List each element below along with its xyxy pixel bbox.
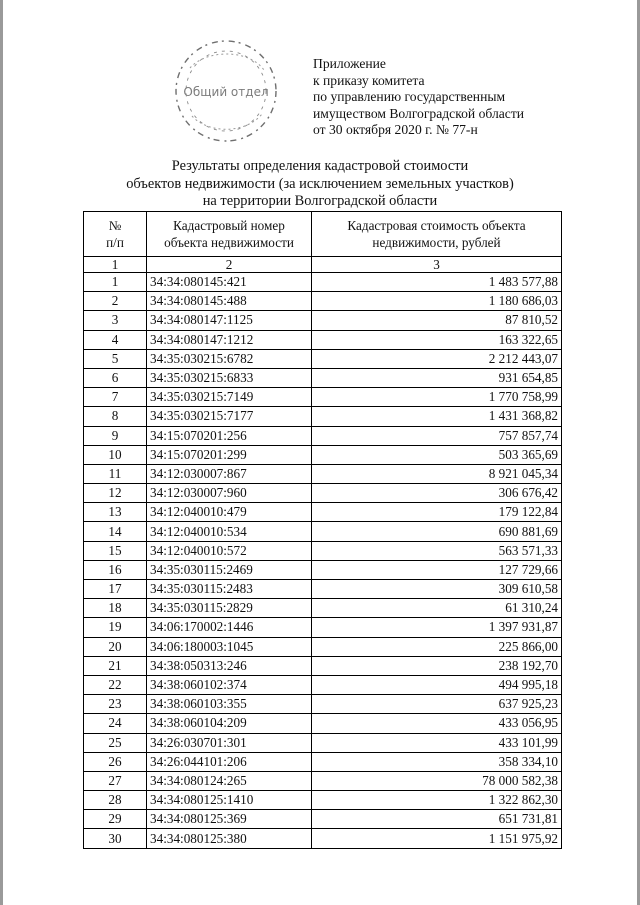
title-line: на территории Волгоградской области	[202, 193, 438, 210]
table-row	[84, 503, 562, 522]
appendix-line: к приказу комитета	[313, 72, 425, 88]
header-value-line1: Кадастровая стоимость объекта	[347, 218, 526, 233]
cadastral-value: 1 397 931,87	[312, 618, 562, 637]
table-row	[84, 368, 562, 387]
appendix-line: имуществом Волгоградской области	[313, 105, 525, 121]
row-number: 6	[84, 368, 147, 387]
cadastral-number: 34:35:030215:7149	[147, 388, 312, 407]
stamp-text: Общий отдел	[183, 85, 269, 99]
cadastral-number: 34:35:030115:2829	[147, 599, 312, 618]
cadastral-number: 34:15:070201:299	[147, 445, 312, 464]
table-row	[84, 733, 562, 752]
cadastral-number: 34:38:060102:374	[147, 675, 312, 694]
row-number: 27	[84, 771, 147, 790]
row-number: 28	[84, 791, 147, 810]
row-number: 21	[84, 656, 147, 675]
table-row	[84, 426, 562, 445]
row-number: 18	[84, 599, 147, 618]
row-number: 15	[84, 541, 147, 560]
cadastral-number: 34:12:030007:960	[147, 484, 312, 503]
header-id-line2: объекта недвижимости	[164, 235, 294, 250]
cadastral-value: 690 881,69	[312, 522, 562, 541]
cadastral-value: 358 334,10	[312, 752, 562, 771]
column-number-row	[84, 257, 562, 273]
table-row	[84, 522, 562, 541]
cadastral-number: 34:26:030701:301	[147, 733, 312, 752]
column-number: 3	[312, 257, 562, 273]
header-num-line2: п/п	[106, 235, 124, 250]
cadastral-value: 163 322,65	[312, 330, 562, 349]
row-number: 19	[84, 618, 147, 637]
row-number: 23	[84, 695, 147, 714]
table-row	[84, 541, 562, 560]
row-number: 1	[84, 273, 147, 292]
cadastral-number: 34:26:044101:206	[147, 752, 312, 771]
cadastral-value: 931 654,85	[312, 368, 562, 387]
cadastral-number: 34:35:030115:2469	[147, 560, 312, 579]
row-number: 10	[84, 445, 147, 464]
cadastral-value: 1 483 577,88	[312, 273, 562, 292]
cadastral-value: 87 810,52	[312, 311, 562, 330]
cadastral-number: 34:38:060104:209	[147, 714, 312, 733]
scan-edge-left	[0, 0, 3, 905]
table-row	[84, 311, 562, 330]
column-number: 1	[84, 257, 147, 273]
cadastral-number: 34:12:040010:479	[147, 503, 312, 522]
table-row	[84, 292, 562, 311]
table-row	[84, 560, 562, 579]
table-row	[84, 580, 562, 599]
row-number: 11	[84, 464, 147, 483]
cadastral-value: 238 192,70	[312, 656, 562, 675]
cadastral-value: 309 610,58	[312, 580, 562, 599]
table-row	[84, 675, 562, 694]
cadastral-number: 34:34:080145:488	[147, 292, 312, 311]
cadastral-number: 34:12:040010:572	[147, 541, 312, 560]
cadastral-number: 34:34:080125:369	[147, 810, 312, 829]
row-number: 4	[84, 330, 147, 349]
table-row	[84, 637, 562, 656]
cadastral-number: 34:38:060103:355	[147, 695, 312, 714]
cadastral-number: 34:35:030215:6833	[147, 368, 312, 387]
row-number: 29	[84, 810, 147, 829]
table-row	[84, 714, 562, 733]
cadastral-number: 34:34:080125:380	[147, 829, 312, 848]
cadastral-value: 503 365,69	[312, 445, 562, 464]
table-row	[84, 599, 562, 618]
row-number: 17	[84, 580, 147, 599]
cadastral-number: 34:06:180003:1045	[147, 637, 312, 656]
cadastral-number: 34:34:080124:265	[147, 771, 312, 790]
table-row	[84, 791, 562, 810]
document-title	[0, 158, 640, 211]
row-number: 26	[84, 752, 147, 771]
table-header-row	[84, 212, 562, 257]
cadastral-number: 34:35:030215:7177	[147, 407, 312, 426]
header-cadastral-value	[312, 212, 562, 257]
cadastral-value: 1 770 758,99	[312, 388, 562, 407]
cadastral-number: 34:34:080147:1125	[147, 311, 312, 330]
cadastral-number: 34:35:030115:2483	[147, 580, 312, 599]
cadastral-number: 34:06:170002:1446	[147, 618, 312, 637]
cadastral-number: 34:12:030007:867	[147, 464, 312, 483]
appendix-block	[313, 56, 524, 139]
header-num	[84, 212, 147, 257]
cadastral-value: 1 180 686,03	[312, 292, 562, 311]
cadastral-value: 1 151 975,92	[312, 829, 562, 848]
table-row	[84, 330, 562, 349]
row-number: 7	[84, 388, 147, 407]
appendix-line: Приложение	[313, 56, 386, 71]
cadastral-value: 61 310,24	[312, 599, 562, 618]
cadastral-value: 757 857,74	[312, 426, 562, 445]
row-number: 12	[84, 484, 147, 503]
cadastral-value: 1 431 368,82	[312, 407, 562, 426]
table-row	[84, 656, 562, 675]
cadastral-number: 34:34:080125:1410	[147, 791, 312, 810]
row-number: 20	[84, 637, 147, 656]
row-number: 3	[84, 311, 147, 330]
office-stamp	[170, 38, 282, 144]
cadastral-value: 433 056,95	[312, 714, 562, 733]
row-number: 16	[84, 560, 147, 579]
table-row	[84, 752, 562, 771]
row-number: 9	[84, 426, 147, 445]
cadastral-value: 494 995,18	[312, 675, 562, 694]
table-row	[84, 273, 562, 292]
table-row	[84, 829, 562, 848]
table-row	[84, 407, 562, 426]
cadastral-value: 179 122,84	[312, 503, 562, 522]
row-number: 8	[84, 407, 147, 426]
row-number: 5	[84, 349, 147, 368]
cadastral-number: 34:15:070201:256	[147, 426, 312, 445]
row-number: 22	[84, 675, 147, 694]
table-row	[84, 771, 562, 790]
cadastral-value: 225 866,00	[312, 637, 562, 656]
appendix-line: по управлению государственным	[313, 89, 506, 105]
table-row	[84, 464, 562, 483]
cadastral-value: 8 921 045,34	[312, 464, 562, 483]
row-number: 24	[84, 714, 147, 733]
appendix-line: от 30 октября 2020 г. № 77-н	[313, 122, 478, 138]
cadastral-value: 1 322 862,30	[312, 791, 562, 810]
row-number: 25	[84, 733, 147, 752]
cadastral-value: 127 729,66	[312, 560, 562, 579]
cadastral-value: 651 731,81	[312, 810, 562, 829]
table-row	[84, 695, 562, 714]
title-line: Результаты определения кадастровой стоимости	[171, 158, 469, 174]
cadastral-value: 563 571,33	[312, 541, 562, 560]
cadastral-value: 78 000 582,38	[312, 771, 562, 790]
table-row	[84, 349, 562, 368]
row-number: 14	[84, 522, 147, 541]
cadastral-number: 34:34:080147:1212	[147, 330, 312, 349]
table-row	[84, 388, 562, 407]
header-cadastral-number	[147, 212, 312, 257]
cadastral-value: 433 101,99	[312, 733, 562, 752]
cadastral-value-table	[83, 211, 562, 849]
table-row	[84, 484, 562, 503]
table-row	[84, 445, 562, 464]
header-num-line1: №	[108, 218, 122, 233]
row-number: 13	[84, 503, 147, 522]
cadastral-number: 34:34:080145:421	[147, 273, 312, 292]
row-number: 30	[84, 829, 147, 848]
header-id-line1: Кадастровый номер	[173, 218, 285, 233]
row-number: 2	[84, 292, 147, 311]
cadastral-number: 34:35:030215:6782	[147, 349, 312, 368]
column-number: 2	[147, 257, 312, 273]
table-row	[84, 810, 562, 829]
title-line: объектов недвижимости (за исключением земельных участков)	[126, 175, 514, 192]
cadastral-number: 34:12:040010:534	[147, 522, 312, 541]
cadastral-value: 2 212 443,07	[312, 349, 562, 368]
header-value-line2: недвижимости, рублей	[372, 235, 501, 250]
table-row	[84, 618, 562, 637]
cadastral-value: 306 676,42	[312, 484, 562, 503]
cadastral-value: 637 925,23	[312, 695, 562, 714]
cadastral-number: 34:38:050313:246	[147, 656, 312, 675]
